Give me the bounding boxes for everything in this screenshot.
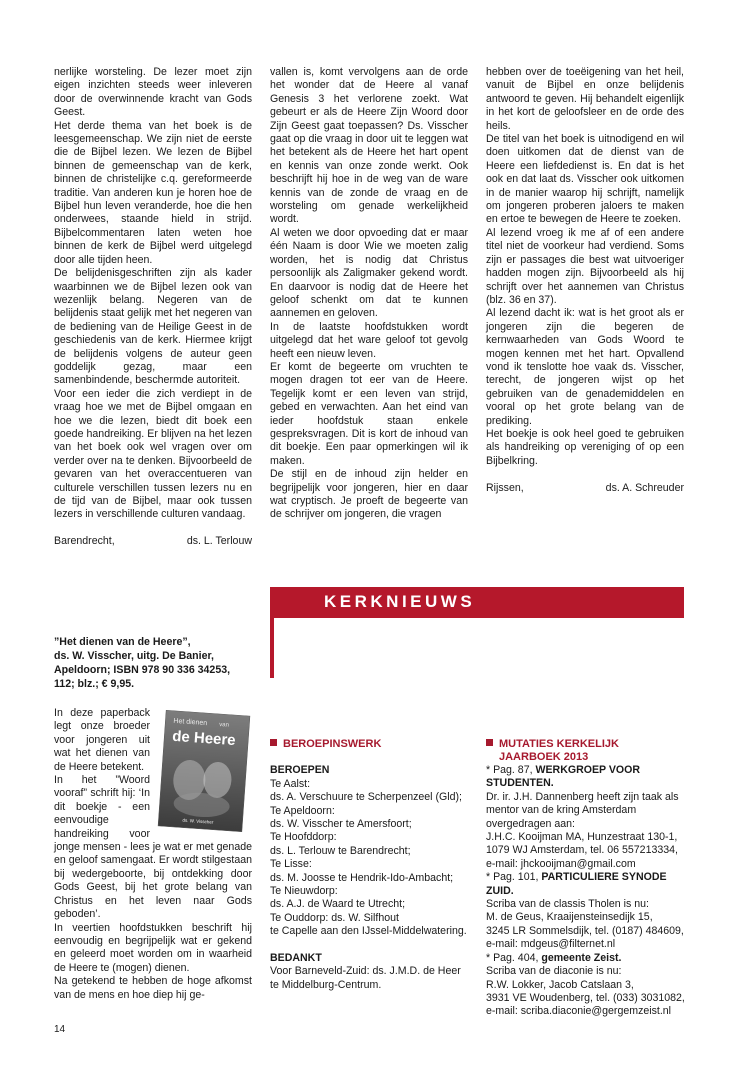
paragraph: Voor een ieder die zich verdiept in de vraag hoe we met de Bijbel omgaan en hoe we die lezen, biedt dit boek een goede handreiking. Er blijven na het lezen van het boek ook wel vragen over om verder over na te denken. Bijvoorbeeld de gevaren van het overaccentueren van culturele verschillen tussen lezers nu en de tijd van de Bijbel, maar ook tussen lezers in verschillende culturen vandaag. <box>54 387 252 521</box>
entry-line: R.W. Lokker, Jacob Catslaan 3, <box>486 978 634 991</box>
signature <box>486 482 684 495</box>
section-banner-title: KERKNIEUWS <box>324 592 476 611</box>
square-bullet-icon <box>270 739 277 746</box>
mutaties-section <box>486 738 686 1019</box>
list-item: ds. M. Joosse te Hendrik-Ido-Ambacht; <box>270 871 454 884</box>
paragraph: In veertien hoofdstukken beschrift hij eenvoudig en begrijpelijk wat er gekend en geleerd moet worden om in waarheid de Heere te (mogen) dienen. <box>54 921 252 974</box>
section-heading: MUTATIES KERKELIJK <box>486 738 686 751</box>
beroepingswerk-section <box>270 738 468 992</box>
title-line: ”Het dienen van de Heere”, <box>54 636 191 648</box>
cover-title-line-3: de Heere <box>171 727 237 750</box>
entry-line: e-mail: mdgeus@filternet.nl <box>486 938 616 951</box>
paragraph: hebben over de toeëigening van het heil, vanuit de Bijbel en onze belijdenis antwoord te geven. Hij behandelt eigenlijk in het kort de geloofsleer en de orde des heils. <box>486 66 684 132</box>
entry-line: Scriba van de diaconie is nu: <box>486 965 622 978</box>
section-banner <box>270 587 684 618</box>
paragraph: De belijdenisgeschriften zijn als kader waarbinnen we de Bijbel lezen ook van wezenlijk belang. Negeren van de belijdenis staat gelijk met het negeren van de bediening van de Heilige Geest in de geschiedenis van de kerk. Hiermee krijgt de belijdenis volgens de auteur geen goddelijk gezag, maar een samenbindende, beschermde autoriteit. <box>54 267 252 387</box>
banner-accent-line <box>270 618 274 678</box>
book-review-title <box>54 635 254 691</box>
paragraph: Na getekend te hebben de hoge afkomst van de mens en hoe diep hij ge- <box>54 975 252 1001</box>
section-heading: BEROEPINSWERK <box>270 738 468 751</box>
signature <box>54 535 252 548</box>
paragraph: nerlijke worsteling. De lezer moet zijn eigen inzichten steeds weer inleveren door de overwinnende kracht van Gods Geest. <box>54 66 252 119</box>
list-item: Voor Barneveld-Zuid: ds. J.M.D. de Heer te Middelburg-Centrum. <box>270 965 461 991</box>
entry-line: M. de Geus, Kraaijensteinsedijk 15, <box>486 911 653 924</box>
entry-line: 3931 VE Woudenberg, tel. (033) 3031082, <box>486 991 685 1004</box>
entry-line: e-mail: jhckooijman@gmail.com <box>486 857 636 870</box>
list-item: ds. W. Visscher te Amersfoort; <box>270 818 412 831</box>
list-item: ds. L. Terlouw te Barendrecht; <box>270 844 411 857</box>
cover-author: ds. W. Visscher <box>182 817 214 825</box>
article-column-1 <box>54 66 252 549</box>
paragraph: Het boekje is ook heel goed te gebruiken als handreiking op vereniging of op een Bijbelkring. <box>486 427 684 467</box>
article-column-2 <box>270 66 468 522</box>
paragraph: Het derde thema van het boek is de leesgemeenschap. We zijn niet de eerste die de Bijbel lezen. We lezen de Bijbel binnen de gemeenschap van de kerk, binnen de christelijke c.q. gereformeerde traditie. Van anderen kun je horen hoe de Bijbel hun leven veranderde, hoe die hen onderwees, staande hield in strijd. Bijbelcommentaren laten weten hoe binnen de kerk de Bijbel werd uitgelegd door alle tijden heen. <box>54 119 252 266</box>
entry-line: 1079 WJ Amsterdam, tel. 06 557213334, <box>486 844 678 857</box>
paragraph: In de laatste hoofdstukken wordt uitgelegd dat het ware geloof tot gevolg heeft een nieuw leven. <box>270 320 468 360</box>
entry-line: e-mail: scriba.diaconie@gergemzeist.nl <box>486 1005 672 1018</box>
signature-name: ds. L. Terlouw <box>186 535 252 548</box>
paragraph: Al lezend dacht ik: wat is het groot als er jongeren zijn die begeren de kernwaarheden van Gods Woord te mogen kennen met het hart. Opvallend vond ik tenslotte hoe vaak ds. Visscher, terecht, de jongeren wijst op het gebruiken van de genademiddelen en vooral op het grote belang van de prediking. <box>486 307 684 427</box>
subheading: BEDANKT <box>270 952 322 965</box>
entry-header: * Pag. 404, gemeente Zeist. <box>486 951 622 964</box>
entry-header: * Pag. 101, PARTICULIERE SYNODE ZUID. <box>486 871 667 897</box>
list-item: Te Nieuwdorp: <box>270 885 338 898</box>
subheading: BEROEPEN <box>270 764 330 777</box>
title-line: ds. W. Visscher, uitg. De Banier, <box>54 650 214 662</box>
entry-line: Dr. ir. J.H. Dannenberg heeft zijn taak als mentor van de kring Amsterdam overgedragen aan: <box>486 790 679 830</box>
paragraph: De titel van het boek is uitnodigend en wil doen uitkomen dat de dienst van de Heere een liefdedienst is. En dat is het ook en dat laat ds. Visscher ook uitkomen in de manier waarop hij schrijft, namelijk om jongeren proberen jaloers te maken en ertoe te bewegen de Heere te zoeken. <box>486 133 684 226</box>
page-number: 14 <box>54 1024 66 1035</box>
book-cover-image <box>156 709 252 833</box>
paragraph: In het ”Woord vooraf” schrift hij: ‘In dit boekje - een eenvoudige handreiking voor jonge mensen - lees je wat er met genade en geloof samengaat. Er wordt stilgestaan bij wedergeboorte, bij ontdekking door Gods Geest, bij het grote belang van Christus en het leven naar Gods geboden’. <box>54 774 252 921</box>
entry-header: * Pag. 87, WERKGROEP VOOR STUDENTEN. <box>486 764 641 790</box>
list-item: Te Lisse: <box>270 858 312 871</box>
list-item: Te Aalst: <box>270 777 311 790</box>
paragraph: In deze paperback legt onze broeder voor jongeren uit wat het dienen van de Heere betekent. <box>54 707 150 773</box>
list-item: ds. A.J. de Waard te Utrecht; <box>270 898 406 911</box>
paragraph: vallen is, komt vervolgens aan de orde het wonder dat de Heere al vanaf Genesis 3 het verlorene zoekt. Wat gebeurt er als de Heere Zijn Woord door Zijn Geest gaat toepassen? Ds. Visscher gaat op die vraag in door uit te leggen wat het betekent als de Heere het hart opent en kennis van onze zonde werkt. Ook beschrijft hij hoe in de weg van de ware kennis van de zonde de vraag en de worsteling om genade werkelijkheid wordt. <box>270 66 468 226</box>
entry-line: 3245 LR Sommelsdijk, tel. (0187) 484609, <box>486 924 684 937</box>
paragraph: De stijl en de inhoud zijn helder en begrijpelijk voor jongeren, hier en daar wat cryptisch. Je proeft de begeerte van de schrijver om jongeren, die vragen <box>270 468 468 521</box>
entry-line: Scriba van de classis Tholen is nu: <box>486 898 649 911</box>
square-bullet-icon <box>486 739 493 746</box>
list-item: Te Ouddorp: ds. W. Silfhout <box>270 911 399 924</box>
entry-line: J.H.C. Kooijman MA, Hunzestraat 130-1, <box>486 831 678 844</box>
list-item: te Capelle aan den IJssel-Middelwatering. <box>270 925 467 938</box>
list-item: ds. A. Verschuure te Scherpenzeel (Gld); <box>270 791 462 804</box>
paragraph: Er komt de begeerte om vruchten te mogen dragen tot eer van de Heere. Tegelijk komt er een leven van strijd, gebed en verwachten. Aan het eind van ieder hoofdstuk staan enkele gespreksvragen. Dit is kort de inhoud van dit boekje. Een paar opmerkingen wil ik maken. <box>270 360 468 467</box>
title-line: 112; blz.; € 9,95. <box>54 678 135 690</box>
list-item: Te Hoofddorp: <box>270 831 337 844</box>
book-review-text <box>54 707 252 1002</box>
section-heading-line-2: JAARBOEK 2013 <box>499 751 589 763</box>
title-line: Apeldoorn; ISBN 978 90 336 34253, <box>54 664 231 676</box>
list-item: Te Apeldoorn: <box>270 804 335 817</box>
signature-place: Rijssen, <box>486 481 524 494</box>
cover-title-line-1: Het dienen <box>173 717 208 728</box>
cover-title-line-2: van <box>219 721 230 729</box>
paragraph: Al lezend vroeg ik me af of een andere titel niet de voorkeur had verdiend. Soms zijn er passages die best wat uitvoeriger hadden mogen zijn. Bijvoorbeeld als hij schrijft over het aannemen van Christus (blz. 36 en 37). <box>486 226 684 306</box>
article-column-3 <box>486 66 684 495</box>
signature-name: ds. A. Schreuder <box>605 481 684 494</box>
signature-place: Barendrecht, <box>54 535 115 548</box>
paragraph: Al weten we door opvoeding dat er maar één Naam is door Wie we moeten zalig worden, het is nodig dat Christus persoonlijk als Zaligmaker gekend wordt. En daarvoor is nodig dat de Heere het geloof schenkt om dat te kunnen aannemen en geloven. <box>270 226 468 320</box>
